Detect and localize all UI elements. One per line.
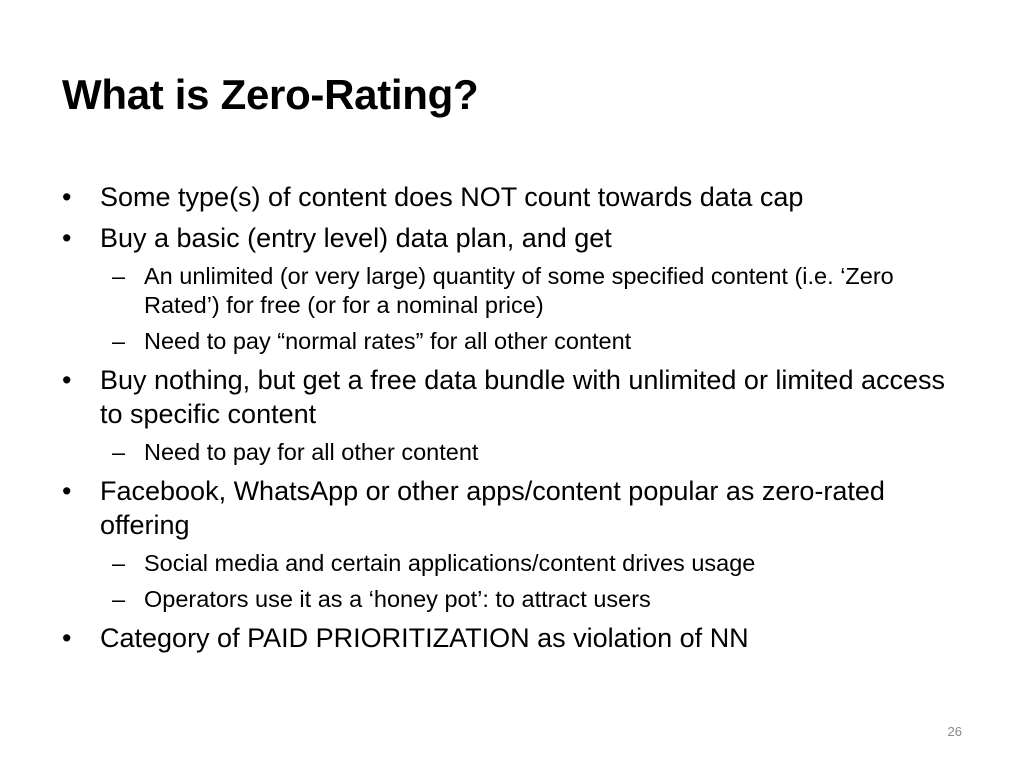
- sub-bullet-item: [112, 585, 944, 614]
- bullet-marker: •: [62, 223, 72, 253]
- sub-bullet-marker: –: [112, 328, 126, 354]
- sub-bullet-item: [112, 262, 944, 320]
- sub-bullet-marker: –: [112, 439, 126, 465]
- sub-bullet-text: Need to pay for all other content: [144, 439, 479, 465]
- sub-bullet-text: An unlimited (or very large) quantity of some specified content (i.e. ‘Zero Rated’) for free (or for a nominal price): [144, 263, 894, 318]
- bullet-item: [62, 474, 962, 542]
- bullet-marker: •: [62, 182, 72, 212]
- bullet-text: Category of PAID PRIORITIZATION as violation of NN: [100, 623, 749, 653]
- bullet-text: Buy nothing, but get a free data bundle with unlimited or limited access to specific content: [100, 365, 945, 429]
- sub-bullet-item: [112, 549, 944, 578]
- page-number: 26: [947, 724, 962, 739]
- sub-bullet-item: [112, 438, 944, 467]
- slide-content: [62, 180, 962, 662]
- bullet-marker: •: [62, 476, 72, 506]
- bullet-text: Some type(s) of content does NOT count towards data cap: [100, 182, 804, 212]
- sub-bullet-marker: –: [112, 263, 126, 289]
- sub-bullet-marker: –: [112, 550, 126, 576]
- slide-title: What is Zero-Rating?: [62, 71, 479, 118]
- sub-bullet-text: Need to pay “normal rates” for all other content: [144, 328, 632, 354]
- bullet-item: [62, 363, 962, 431]
- bullet-item: [62, 180, 962, 214]
- sub-bullet-item: [112, 327, 944, 356]
- bullet-item: [62, 621, 962, 655]
- sub-bullet-marker: –: [112, 586, 126, 612]
- bullet-item: [62, 221, 962, 255]
- sub-bullet-text: Operators use it as a ‘honey pot’: to attract users: [144, 586, 651, 612]
- sub-bullet-text: Social media and certain applications/content drives usage: [144, 550, 756, 576]
- bullet-text: Buy a basic (entry level) data plan, and get: [100, 223, 612, 253]
- bullet-text: Facebook, WhatsApp or other apps/content popular as zero-rated offering: [100, 476, 885, 540]
- bullet-marker: •: [62, 623, 72, 653]
- bullet-marker: •: [62, 365, 72, 395]
